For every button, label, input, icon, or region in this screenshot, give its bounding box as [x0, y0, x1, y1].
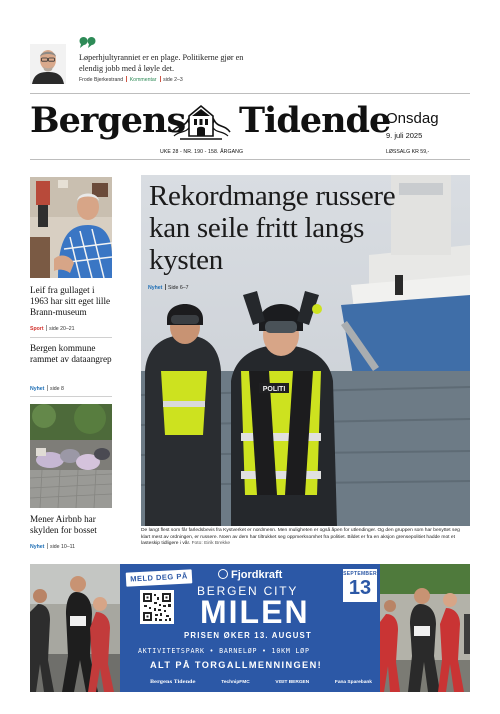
ad-date-day: 13 — [348, 577, 372, 599]
story-photo-airbnb[interactable] — [30, 404, 112, 508]
sponsor-logo: TechnipFMC — [221, 679, 250, 685]
teaser-meta — [79, 76, 183, 83]
story-section-sport[interactable]: Sport — [30, 326, 44, 332]
ad-brand-name: Fjordkraft — [231, 569, 283, 581]
story-tag-leif — [30, 325, 75, 332]
masthead-rule-bottom — [30, 159, 470, 160]
left-column-divider — [30, 337, 112, 338]
ad-title: MILEN — [200, 594, 310, 630]
story-page-airbnb: side 10–11 — [50, 544, 76, 550]
ad-brand — [218, 569, 282, 581]
ad-runners-photo-right — [380, 564, 470, 692]
vest-label: POLITI — [262, 386, 286, 393]
fjordkraft-logo-icon — [218, 569, 228, 579]
issue-price: LØSSALG KR 59,- — [386, 149, 430, 155]
story-page-leif: side 20–21 — [49, 326, 75, 332]
issue-date: 9. juli 2025 — [386, 131, 423, 140]
main-story-page: Side 6–7 — [168, 285, 189, 291]
ad-sponsors — [150, 677, 372, 687]
ad-date-box — [343, 569, 377, 602]
columnist-photo — [30, 44, 66, 84]
main-story-section[interactable]: Nyhet — [148, 285, 163, 291]
story-section-nyhet[interactable]: Nyhet — [30, 386, 45, 392]
ad-date-month: SEPTEMBER — [343, 571, 377, 577]
story-headline-leif[interactable]: Leif fra gullaget i 1963 har sitt eget lille Brann-museum — [30, 285, 111, 318]
masthead-logo[interactable] — [30, 98, 391, 148]
masthead-rule-top — [30, 93, 470, 94]
story-headline-airbnb[interactable]: Mener Airbnb har skylden for bosset — [30, 514, 97, 536]
caption-text: De langt flest som får farledsbevis fra Kystverket er nordmenn. Men muligheten er også åpen for utlendinger. Og den gruppen som har benyttet seg klart mest av ordningen, er russere. Noen av dem har tiltrukket seg oppmerksomhet fra politiet. Bildet er fra en aksjon grensepolitiet hadde mot et lasteskip tidligere i vår. — [141, 528, 460, 547]
sponsor-logo: Fana Sparebank — [334, 679, 372, 685]
ad-cta: ALT PÅ TORGALLMENNINGEN! — [150, 660, 323, 670]
ad-signup-badge[interactable]: MELD DEG PÅ — [126, 569, 193, 586]
main-story-headline[interactable]: Rekordmange russere kan seile fritt langs kysten — [149, 180, 396, 276]
issue-number: UKE 28 - NR. 190 - 158. ÅRGANG — [160, 149, 244, 155]
masthead-word-right: Tidende — [239, 100, 391, 141]
main-story-caption — [141, 528, 470, 548]
left-column-divider — [30, 396, 112, 397]
issue-day: Onsdag — [386, 110, 439, 127]
ad-runners-photo-left — [30, 564, 120, 692]
sponsor-logo: VISIT BERGEN — [275, 679, 310, 685]
story-page-dataangrep: side 8 — [50, 386, 64, 392]
story-tag-airbnb — [30, 543, 75, 550]
sponsor-logo: Bergens Tidende — [150, 679, 196, 685]
bergen-crest-icon — [170, 102, 232, 142]
masthead-word-left: Bergens — [30, 100, 186, 141]
story-headline-dataangrep[interactable]: Bergen kommune rammet av dataangrep — [30, 343, 112, 365]
photo-credit: Foto: Eirik Brekke — [191, 541, 231, 547]
qr-code-icon[interactable] — [140, 590, 174, 624]
ad-events: AKTIVITETSPARK • BARNELØP • 10KM LØP — [138, 647, 310, 655]
quote-icon — [79, 36, 97, 48]
main-story-tag — [148, 284, 189, 291]
teaser-text[interactable]: Løperhjultyranniet er en plage. Politikerne gjør en elendig jobb med å løyle det. — [79, 53, 244, 73]
story-section-nyhet[interactable]: Nyhet — [30, 544, 45, 550]
advertisement-bergen-city-milen[interactable] — [30, 564, 470, 692]
ad-price-note: PRISEN ØKER 13. AUGUST — [184, 631, 312, 640]
story-photo-leif[interactable] — [30, 177, 112, 278]
teaser-author: Frode Bjerkestrand — [79, 77, 124, 83]
teaser-page: side 2–3 — [163, 77, 183, 83]
story-tag-dataangrep — [30, 385, 64, 392]
ad-city: BERGEN CITY — [197, 584, 299, 598]
teaser-section[interactable]: Kommentar — [129, 77, 157, 83]
